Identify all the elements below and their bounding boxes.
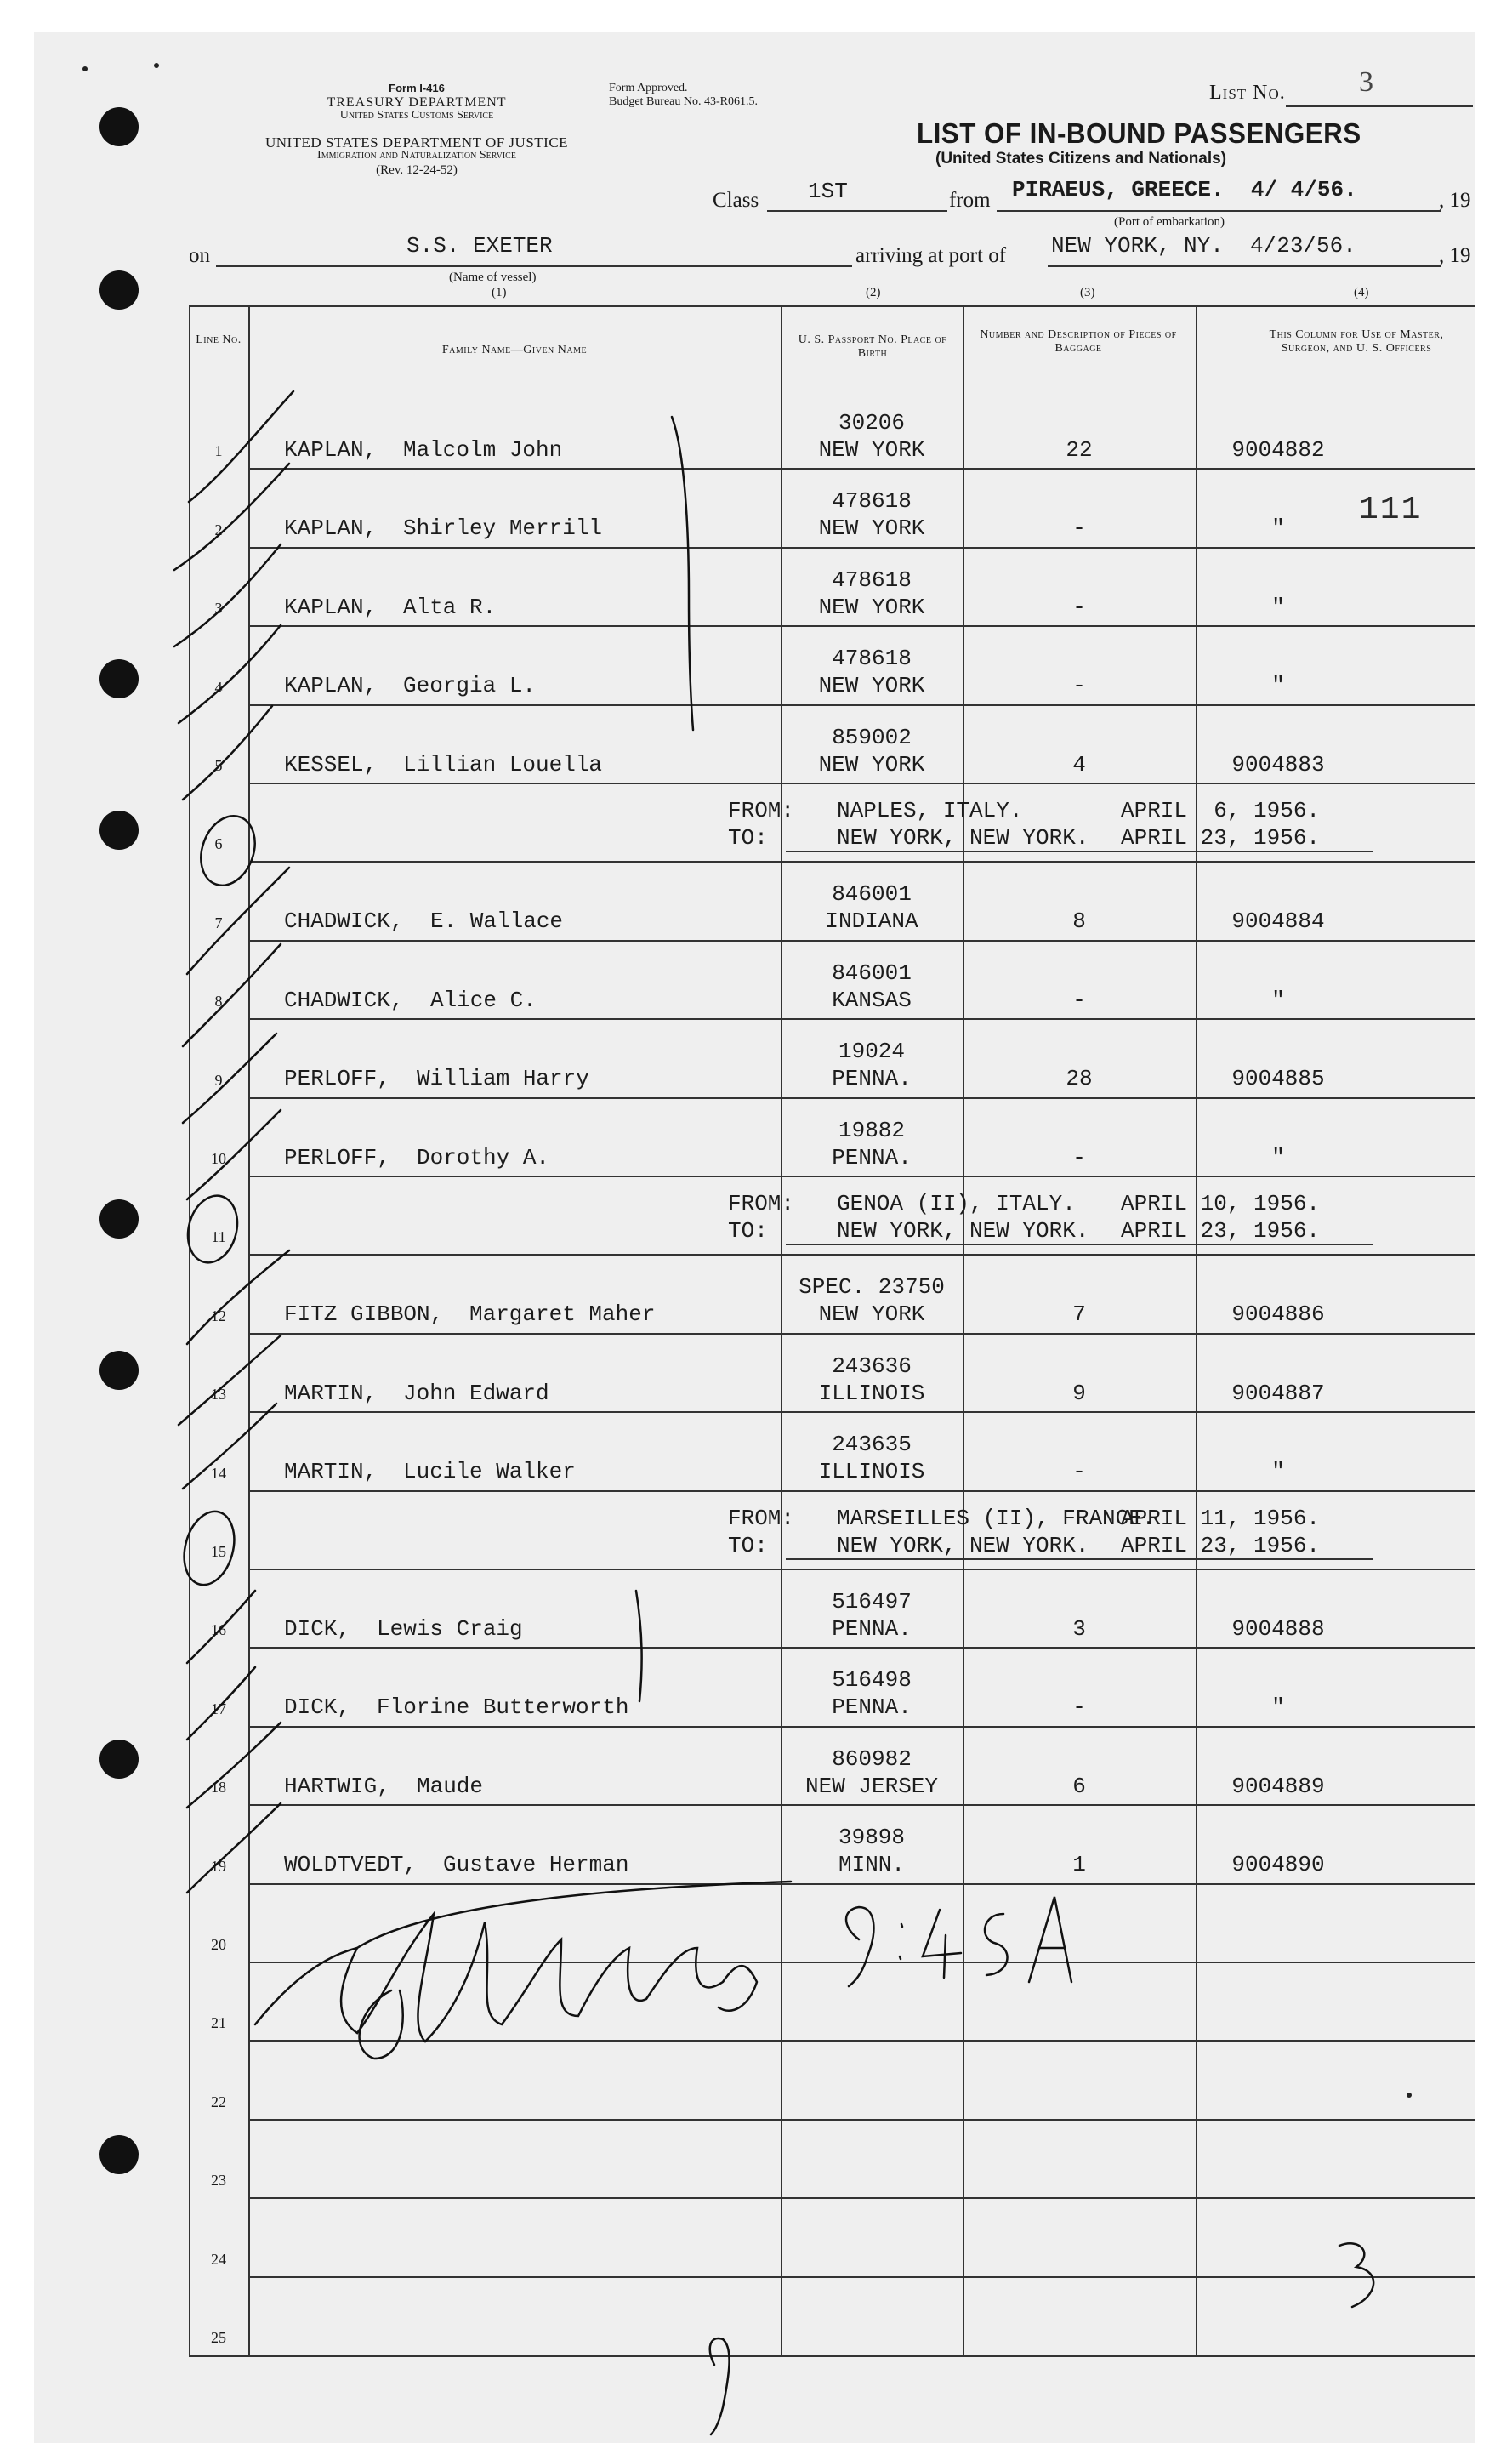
baggage-count: 8 <box>1072 908 1086 934</box>
col-number-1: (1) <box>492 286 507 299</box>
passenger-surname: PERLOFF, <box>284 1145 390 1170</box>
officer-code: " <box>1271 673 1285 698</box>
line-number: 5 <box>214 757 223 774</box>
route-to-label: TO: <box>728 1218 768 1244</box>
passenger-surname: FITZ GIBBON, <box>284 1301 444 1327</box>
passport-number: 478618 <box>832 646 912 671</box>
place-of-birth: ILLINOIS <box>818 1459 925 1484</box>
port-embarkation-caption: (Port of embarkation) <box>1114 215 1225 229</box>
place-of-birth: PENNA. <box>832 1145 912 1170</box>
route-to-place: NEW YORK, NEW YORK. <box>837 825 1089 851</box>
year-prefix-2: , 19 <box>1439 244 1471 267</box>
revision-date: (Rev. 12-24-52) <box>376 163 458 177</box>
route-to-label: TO: <box>728 825 768 851</box>
line-number: 22 <box>211 2093 226 2110</box>
column-header-officers: This Column for Use of Master, Surgeon, and U. S. Officers <box>1269 328 1444 355</box>
port-of-embarkation: PIRAEUS, GREECE. 4/ 4/56. <box>1012 177 1357 202</box>
passenger-given-name: Lillian Louella <box>403 752 603 777</box>
officer-code: " <box>1271 515 1285 541</box>
line-number: 15 <box>211 1543 226 1560</box>
col-number-4: (4) <box>1354 286 1369 299</box>
place-of-birth: PENNA. <box>832 1616 912 1642</box>
annotation-111: 111 <box>1359 492 1423 528</box>
budget-bureau: Budget Bureau No. 43-R061.5. <box>609 95 758 108</box>
passport-number: 243636 <box>832 1353 912 1379</box>
passenger-given-name: E. Wallace <box>430 908 564 934</box>
passport-number: 516498 <box>832 1667 912 1693</box>
arriving-label: arriving at port of <box>855 244 1007 267</box>
line-number: 4 <box>214 679 223 696</box>
baggage-count: - <box>1072 1694 1086 1720</box>
route-from-label: FROM: <box>728 1506 795 1531</box>
officer-code: " <box>1271 1459 1285 1484</box>
passport-number: 39898 <box>838 1825 905 1850</box>
officer-code: 9004882 <box>1231 437 1325 463</box>
line-number: 7 <box>214 914 223 931</box>
checkmark <box>179 625 281 723</box>
vessel-caption: (Name of vessel) <box>449 270 537 284</box>
passenger-surname: CHADWICK, <box>284 908 404 934</box>
passenger-surname: MARTIN, <box>284 1381 378 1406</box>
baggage-count: - <box>1072 1459 1086 1484</box>
passenger-given-name: William Harry <box>417 1066 589 1091</box>
baggage-count: 28 <box>1066 1066 1093 1091</box>
passenger-given-name: Georgia L. <box>403 673 537 698</box>
checkmark <box>189 391 293 502</box>
circle-mark <box>177 1506 242 1590</box>
checkmark <box>187 1110 281 1199</box>
corner-mark-3 <box>1339 2243 1373 2307</box>
baggage-count: 1 <box>1072 1852 1086 1877</box>
form-id: Form I-416 <box>389 82 445 94</box>
officer-code: " <box>1271 595 1285 620</box>
route-to-place: NEW YORK, NEW YORK. <box>837 1533 1089 1558</box>
list-no-value: 3 <box>1359 66 1373 98</box>
passenger-given-name: Dorothy A. <box>417 1145 550 1170</box>
place-of-birth: NEW YORK <box>818 515 925 541</box>
officer-code: " <box>1271 1694 1285 1720</box>
passenger-surname: DICK, <box>284 1616 351 1642</box>
circle-mark <box>181 1190 245 1268</box>
checkmark <box>179 1335 281 1425</box>
line-number: 1 <box>214 442 223 459</box>
officer-code: 9004889 <box>1231 1774 1325 1799</box>
baggage-count: 22 <box>1066 437 1093 463</box>
passenger-given-name: Maude <box>417 1774 484 1799</box>
line-number: 23 <box>211 2172 226 2189</box>
line-number: 8 <box>214 993 223 1010</box>
passenger-given-name: Gustave Herman <box>443 1852 629 1877</box>
place-of-birth: KANSAS <box>832 988 912 1013</box>
route-from-date: APRIL 11, 1956. <box>1121 1506 1321 1531</box>
line-number: 21 <box>211 2014 226 2031</box>
place-of-birth: NEW JERSEY <box>804 1774 939 1799</box>
officer-code: " <box>1271 1145 1285 1170</box>
route-from-place: GENOA (II), ITALY. <box>837 1191 1076 1216</box>
time-note <box>985 1914 1007 1975</box>
line-number: 10 <box>211 1150 226 1167</box>
passenger-given-name: Shirley Merrill <box>403 515 603 541</box>
passport-number: 19882 <box>838 1118 905 1143</box>
officer-code: 9004887 <box>1231 1381 1325 1406</box>
line-number: 19 <box>211 1858 226 1875</box>
baggage-count: - <box>1072 673 1086 698</box>
baggage-count: - <box>1072 595 1086 620</box>
line-number: 3 <box>214 600 223 617</box>
line-number: 11 <box>211 1228 226 1245</box>
line-number: 12 <box>211 1307 226 1324</box>
line-number: 18 <box>211 1779 226 1796</box>
passenger-surname: KESSEL, <box>284 752 378 777</box>
line-number: 17 <box>211 1700 226 1717</box>
passport-number: SPEC. 23750 <box>799 1274 945 1300</box>
passenger-surname: CHADWICK, <box>284 988 404 1013</box>
line-number: 24 <box>211 2251 226 2268</box>
line-number: 25 <box>211 2329 226 2346</box>
route-to-place: NEW YORK, NEW YORK. <box>837 1218 1089 1244</box>
place-of-birth: NEW YORK <box>818 752 925 777</box>
baggage-count: 9 <box>1072 1381 1086 1406</box>
signature <box>357 1882 791 1948</box>
route-from-label: FROM: <box>728 798 795 823</box>
line-number: 14 <box>211 1465 226 1482</box>
passport-number: 516497 <box>832 1589 912 1614</box>
passport-number: 478618 <box>832 488 912 514</box>
line-number: 9 <box>214 1072 223 1089</box>
list-no-label: List No. <box>1209 82 1286 104</box>
place-of-birth: NEW YORK <box>818 1301 925 1327</box>
arrival-port-date: NEW YORK, NY. 4/23/56. <box>1051 233 1356 259</box>
passenger-surname: KAPLAN, <box>284 515 378 541</box>
officer-code: 9004885 <box>1231 1066 1325 1091</box>
place-of-birth: MINN. <box>838 1852 905 1877</box>
officer-code: " <box>1271 988 1285 1013</box>
checkmark <box>187 1723 281 1808</box>
officer-code: 9004883 <box>1231 752 1325 777</box>
passport-number: 30206 <box>838 410 905 436</box>
baggage-count: - <box>1072 988 1086 1013</box>
officer-code: 9004884 <box>1231 908 1325 934</box>
checkmark <box>187 1667 255 1740</box>
time-note <box>923 1910 961 1978</box>
treasury-department: TREASURY DEPARTMENT <box>327 95 507 110</box>
passport-number: 19024 <box>838 1039 905 1064</box>
customs-service: United States Customs Service <box>339 109 494 122</box>
bracket-mark <box>672 417 693 730</box>
line-number: 16 <box>211 1621 226 1638</box>
place-of-birth: ILLINOIS <box>818 1381 925 1406</box>
form-approved: Form Approved. <box>609 82 688 94</box>
line-number: 20 <box>211 1936 226 1953</box>
officer-code: 9004886 <box>1231 1301 1325 1327</box>
time-note <box>900 1924 902 1959</box>
place-of-birth: NEW YORK <box>818 673 925 698</box>
passport-number: 243635 <box>832 1432 912 1457</box>
passenger-surname: KAPLAN, <box>284 595 378 620</box>
baggage-count: 7 <box>1072 1301 1086 1327</box>
vessel-name: S.S. EXETER <box>406 233 553 259</box>
page-subtitle: (United States Citizens and Nationals) <box>935 150 1227 168</box>
class-label: Class <box>713 189 759 212</box>
column-header-baggage: Number and Description of Pieces of Baggage <box>980 328 1177 355</box>
column-header-name: Family Name—Given Name <box>441 344 588 356</box>
officer-code: 9004890 <box>1231 1852 1325 1877</box>
place-of-birth: PENNA. <box>832 1694 912 1720</box>
col-number-2: (2) <box>866 286 881 299</box>
from-label: from <box>949 189 991 212</box>
justice-department: UNITED STATES DEPARTMENT OF JUSTICE <box>264 134 569 151</box>
checkmark <box>187 1803 281 1893</box>
signature <box>360 1990 403 2059</box>
passenger-given-name: Lucile Walker <box>403 1459 576 1484</box>
checkmark <box>187 1250 289 1344</box>
checkmark <box>183 944 281 1046</box>
ins-service: Immigration and Naturalization Service <box>317 149 516 162</box>
time-note <box>1029 1897 1071 1982</box>
line-number: 13 <box>211 1386 226 1403</box>
on-label: on <box>189 244 210 267</box>
passenger-given-name: Malcolm John <box>403 437 563 463</box>
baggage-count: 3 <box>1072 1616 1086 1642</box>
route-from-label: FROM: <box>728 1191 795 1216</box>
place-of-birth: PENNA. <box>832 1066 912 1091</box>
baggage-count: 6 <box>1072 1774 1086 1799</box>
circle-mark <box>191 808 264 892</box>
place-of-birth: NEW YORK <box>818 595 925 620</box>
bottom-mark <box>710 2338 730 2434</box>
checkmark <box>183 706 272 800</box>
route-from-date: APRIL 10, 1956. <box>1121 1191 1321 1216</box>
route-to-date: APRIL 23, 1956. <box>1121 825 1321 851</box>
passenger-surname: DICK, <box>284 1694 351 1720</box>
route-to-date: APRIL 23, 1956. <box>1121 1533 1321 1558</box>
passenger-given-name: Alice C. <box>430 988 537 1013</box>
line-number: 6 <box>214 835 223 852</box>
passport-number: 478618 <box>832 567 912 593</box>
place-of-birth: NEW YORK <box>818 437 925 463</box>
passenger-given-name: John Edward <box>403 1381 549 1406</box>
col-number-3: (3) <box>1080 286 1095 299</box>
baggage-count: - <box>1072 515 1086 541</box>
passenger-given-name: Alta R. <box>403 595 497 620</box>
passenger-surname: PERLOFF, <box>284 1066 390 1091</box>
passenger-given-name: Florine Butterworth <box>377 1694 629 1720</box>
checkmark <box>187 1591 255 1663</box>
route-to-label: TO: <box>728 1533 768 1558</box>
time-note <box>846 1907 873 1986</box>
checkmark <box>183 1404 276 1489</box>
passenger-surname: HARTWIG, <box>284 1774 390 1799</box>
class-value: 1ST <box>808 179 848 204</box>
route-from-place: NAPLES, ITALY. <box>837 798 1023 823</box>
route-from-place: MARSEILLES (II), FRANCE. <box>837 1506 1156 1531</box>
passenger-given-name: Margaret Maher <box>469 1301 656 1327</box>
page-title: LIST OF IN-BOUND PASSENGERS <box>917 117 1361 149</box>
bracket-mark <box>636 1591 642 1701</box>
column-header-passport: U. S. Passport No. Place of Birth <box>798 333 947 360</box>
checkmark <box>187 868 289 974</box>
officer-code: 9004888 <box>1231 1616 1325 1642</box>
baggage-count: - <box>1072 1145 1086 1170</box>
passenger-surname: WOLDTVEDT, <box>284 1852 418 1877</box>
route-to-date: APRIL 23, 1956. <box>1121 1218 1321 1244</box>
baggage-count: 4 <box>1072 752 1086 777</box>
passenger-surname: KAPLAN, <box>284 437 378 463</box>
passport-number: 860982 <box>832 1746 912 1772</box>
passenger-surname: MARTIN, <box>284 1459 378 1484</box>
passport-number: 846001 <box>832 960 912 986</box>
line-number: 2 <box>214 521 223 538</box>
place-of-birth: INDIANA <box>825 908 918 934</box>
signature <box>255 1914 757 2042</box>
passport-number: 846001 <box>832 881 912 907</box>
route-from-date: APRIL 6, 1956. <box>1121 798 1321 823</box>
column-header-line-no: Line No. <box>196 333 242 346</box>
year-prefix-1: , 19 <box>1439 189 1471 212</box>
passport-number: 859002 <box>832 725 912 750</box>
checkmark <box>183 1034 276 1123</box>
passenger-surname: KAPLAN, <box>284 673 378 698</box>
passenger-given-name: Lewis Craig <box>377 1616 523 1642</box>
